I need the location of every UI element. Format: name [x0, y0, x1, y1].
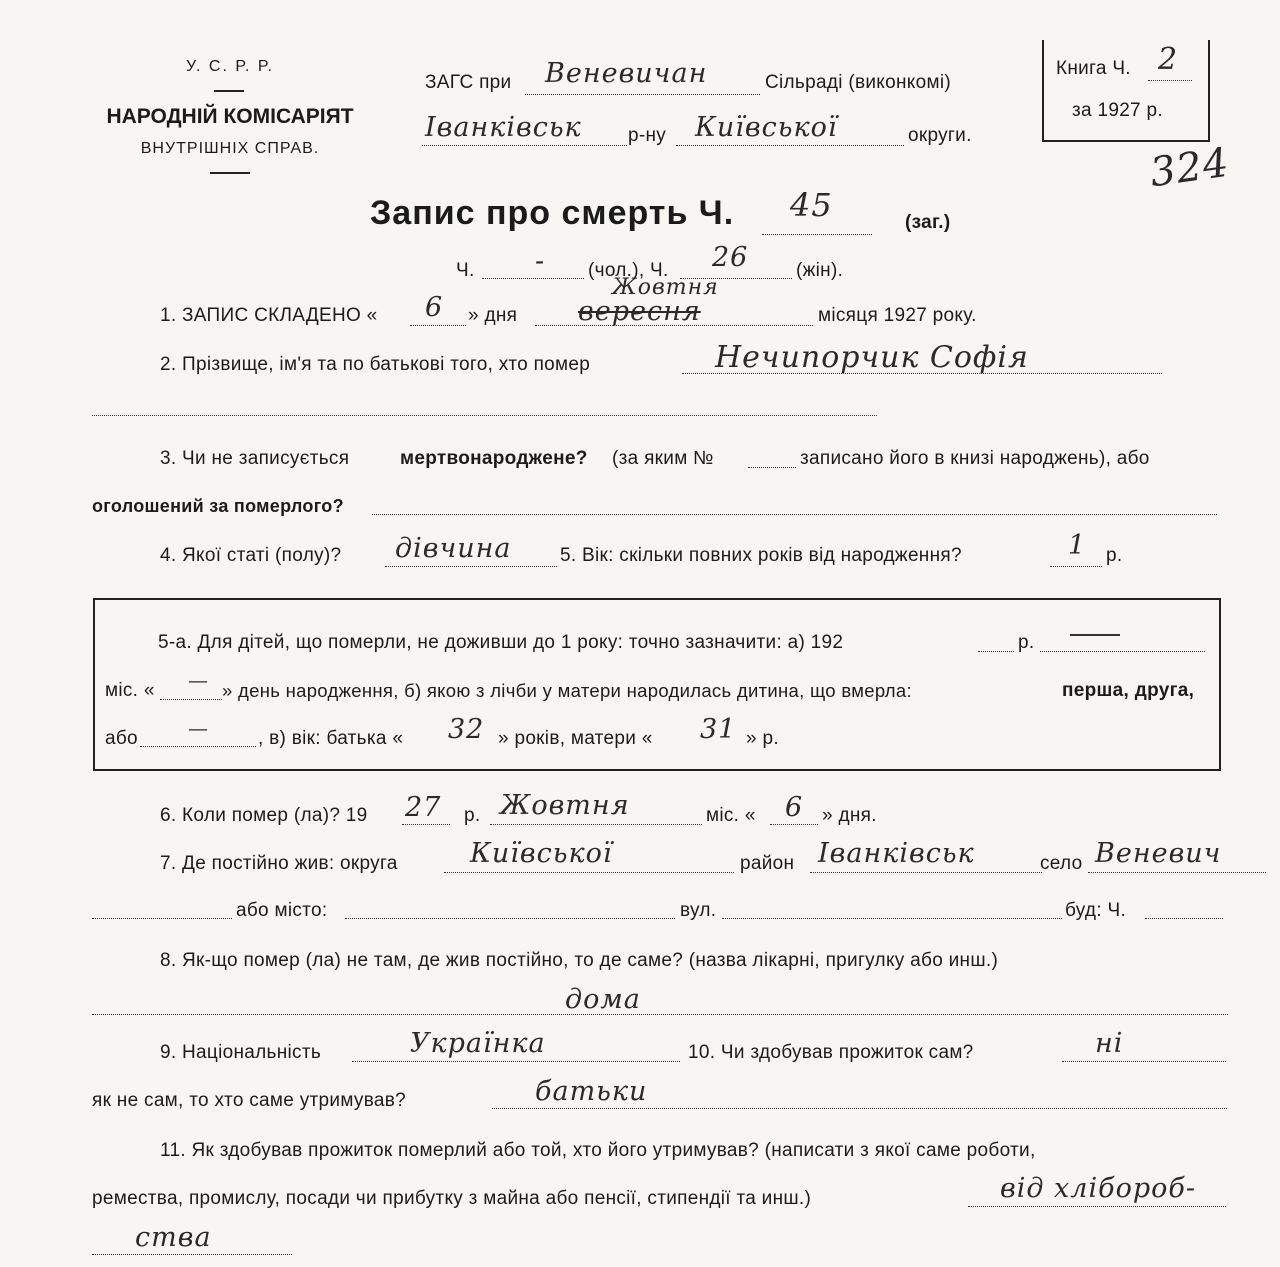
item10-line	[1062, 1061, 1226, 1062]
female-number: 26	[712, 242, 749, 273]
item6-day: 6	[785, 792, 804, 823]
item4-sex: дівчина	[395, 533, 512, 564]
item6-year-line	[402, 824, 450, 825]
item5-age: 1	[1068, 530, 1087, 561]
book-number-line	[1148, 80, 1192, 81]
org-sub: ВНУТРІШНІХ СПРАВ.	[140, 140, 320, 157]
item8-place: дома	[565, 984, 641, 1015]
item6-day-line	[770, 824, 818, 825]
item1-month-correction: Жовтня	[612, 275, 719, 300]
male-number: -	[535, 246, 546, 277]
district-value: Іванківськ	[425, 112, 582, 143]
item5a-extra-line	[1040, 651, 1205, 652]
item3-number-line	[748, 467, 796, 468]
item5a-dash	[1070, 634, 1120, 636]
okruh-label: округи.	[908, 125, 972, 146]
item3-declared-line	[372, 514, 1217, 515]
item7-village-line	[1088, 872, 1266, 873]
male-number-line	[482, 278, 584, 279]
item5-age-line	[1050, 566, 1102, 567]
item11-answer-2: ства	[135, 1222, 212, 1253]
item5-unit: р.	[1106, 545, 1123, 566]
item6-month: Жовтня	[500, 790, 630, 821]
item1-day: 6	[425, 292, 444, 323]
item5a-line3-prefix: або	[105, 728, 138, 749]
item1-day-suffix: » дня	[468, 305, 518, 326]
item7-city-label: або місто:	[236, 900, 328, 921]
item7-street-line	[722, 918, 1062, 919]
book-year: за 1927 р.	[1072, 100, 1163, 121]
item5a-year-unit: р.	[1018, 632, 1035, 653]
item9-label: 9. Національність	[160, 1042, 322, 1063]
zags-suffix: Сільраді (виконкомі)	[765, 72, 951, 93]
item6-year: 27	[405, 792, 442, 823]
item2-name-line	[682, 373, 1162, 374]
book-number: 2	[1158, 42, 1179, 77]
item5a-year-line	[978, 651, 1014, 652]
item2-name: Нечипорчик Софія	[715, 340, 1029, 375]
district-label: р-ну	[628, 125, 667, 146]
item11-line-2	[92, 1254, 292, 1255]
item1-prefix: 1. ЗАПИС СКЛАДЕНО «	[160, 305, 378, 326]
book-label: Книга Ч.	[1056, 58, 1131, 79]
male-label: (чол.), Ч.	[588, 260, 669, 281]
zags-prefix: ЗАГС при	[425, 72, 512, 93]
item1-month: вересня	[578, 296, 701, 327]
item5a-order-line	[140, 746, 256, 747]
item10b-line	[492, 1108, 1227, 1109]
margin-note: 324	[1147, 139, 1233, 197]
item2-label: 2. Прізвище, ім'я та по батькові того, хто помер	[160, 354, 591, 375]
org-country: У. С. Р. Р.	[185, 58, 274, 75]
item5a-mother-age: 31	[700, 714, 737, 745]
item5a-order-other: —	[188, 716, 209, 740]
record-number-line	[762, 234, 872, 235]
item5a-line1: 5-а. Для дітей, що померли, не доживши до 1 року: точно зазначити: а) 192	[158, 632, 844, 653]
item5a-line2-prefix: міс. «	[105, 680, 155, 701]
item8-line	[92, 1014, 1228, 1015]
zags-village-line	[525, 94, 760, 95]
item6-year-unit: р.	[464, 805, 481, 826]
item11-line2: ремества, промислу, посади чи прибутку з майна або пенсії, стипендії та инш.)	[92, 1188, 812, 1209]
item3-prefix: 3. Чи не записується	[160, 448, 350, 469]
header-divider	[214, 90, 244, 92]
item3-stillborn: мертвонароджене?	[400, 448, 588, 469]
item7-house-label: буд: Ч.	[1065, 900, 1127, 921]
item7-village-label: село	[1040, 853, 1083, 874]
item1-day-line	[410, 325, 466, 326]
female-label: (жін).	[796, 260, 844, 281]
item7-village: Веневич	[1095, 838, 1222, 869]
okruh-line	[676, 145, 904, 146]
zags-village: Веневичан	[545, 58, 708, 89]
item7-line2-a	[92, 918, 232, 919]
item6-label: 6. Коли помер (ла)? 19	[160, 805, 368, 826]
item5a-mother-label: » років, матери «	[498, 728, 653, 749]
record-suffix: (заг.)	[905, 212, 951, 233]
item1-month-line	[535, 325, 813, 326]
item4-sex-line	[385, 566, 557, 567]
item3-rest: записано його в книзі народжень), або	[800, 448, 1150, 469]
item3-declared-dead: оголошений за померлого?	[92, 496, 344, 516]
item5a-day-line	[160, 699, 222, 700]
item10-answer: ні	[1095, 1028, 1124, 1059]
item5-label: 5. Вік: скільки повних років від народження?	[560, 545, 962, 566]
item6-month-label: міс. «	[706, 805, 756, 826]
item6-day-label: » дня.	[822, 805, 877, 826]
item11-line1: 11. Як здобував прожиток померлий або той, хто його утримував? (написати з якої саме роботи,	[160, 1140, 1036, 1161]
item10-label: 10. Чи здобував прожиток сам?	[688, 1042, 974, 1063]
item8-label: 8. Як-що помер (ла) не там, де жив постійно, то де саме? (назва лікарні, пригулку або инш.)	[160, 950, 999, 971]
item7-rayon: Іванківськ	[818, 838, 975, 869]
record-number: 45	[790, 186, 833, 224]
item9-line	[352, 1061, 680, 1062]
male-prefix: Ч.	[456, 260, 475, 281]
item11-line-1	[968, 1206, 1226, 1207]
record-title: Запис про смерть Ч.	[370, 194, 735, 232]
item10b-label: як не сам, то хто саме утримував?	[92, 1090, 407, 1111]
item9-nationality: Українка	[410, 1028, 546, 1059]
item7-house-line	[1145, 918, 1223, 919]
item4-label: 4. Якої статі (полу)?	[160, 545, 342, 566]
item7-okruh: Київської	[470, 838, 613, 869]
item5a-father-age: 32	[448, 714, 485, 745]
item1-year: місяця 1927 року.	[818, 305, 977, 326]
item5a-day: —	[188, 668, 209, 692]
item7-city-line	[345, 918, 675, 919]
item6-month-line	[490, 824, 702, 825]
item5a-order: перша, друга,	[1062, 680, 1195, 701]
book-box	[1042, 40, 1210, 142]
item11-answer-1: від хлібороб-	[1000, 1173, 1196, 1204]
item5a-father-label: , в) вік: батька «	[258, 728, 404, 749]
item7-label: 7. Де постійно жив: округа	[160, 853, 398, 874]
item7-street-label: вул.	[680, 900, 717, 921]
org-name: НАРОДНІЙ КОМІСАРІЯТ	[106, 105, 354, 128]
item3-number-label: (за яким №	[612, 448, 714, 469]
item7-okruh-line	[444, 872, 734, 873]
item5a-line2-text: » день народження, б) якою з лічби у матери народилась дитина, що вмерла:	[222, 680, 912, 701]
item10b-answer: батьки	[535, 1076, 648, 1107]
district-line	[422, 145, 627, 146]
item7-rayon-label: район	[740, 853, 795, 874]
item5a-mother-unit: » р.	[746, 728, 779, 749]
item2-line2	[92, 415, 877, 416]
item7-rayon-line	[810, 872, 1042, 873]
okruh-value: Київської	[695, 112, 838, 143]
header-divider-bottom	[210, 172, 250, 174]
